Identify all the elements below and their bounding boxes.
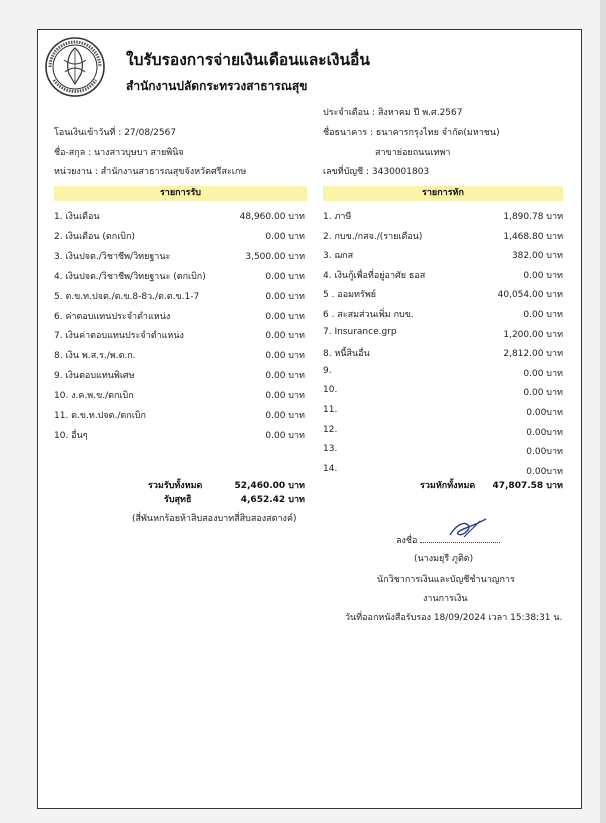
income-item-amount: 0.00 บาท xyxy=(265,411,305,421)
income-total-amount: 52,460.00 บาท xyxy=(234,481,305,491)
issue-datetime: วันที่ออกหนังสือรับรอง 18/09/2024 เวลา 15:38:31 น. xyxy=(345,613,563,623)
deduction-item-label: 9. xyxy=(323,365,332,376)
signer-name: (นางมยุรี ภูติด) xyxy=(414,554,474,564)
pay-month: ประจำเดือน : สิงหาคม ปี พ.ศ.2567 xyxy=(323,108,463,118)
income-item-amount: 0.00 บาท xyxy=(265,331,305,342)
net-pay-label: รับสุทธิ xyxy=(164,495,192,505)
income-item-amount: 0.00 บาท xyxy=(265,351,305,362)
viewer-scroll-edge xyxy=(600,0,606,823)
income-item-label: 3. เงินปจต./วิชาชีพ/วิทยฐานะ xyxy=(54,251,171,262)
signer-department: งานการเงิน xyxy=(423,594,468,604)
deduction-item-label: 1. ภาษี xyxy=(323,212,352,222)
deduction-item-label: 5 . ออมทรัพย์ xyxy=(323,290,377,301)
account-number: เลขที่บัญชี : 3430001803 xyxy=(323,167,430,177)
bank-name: ชื่อธนาคาร : ธนาคารกรุงไทย จำกัด(มหาชน) xyxy=(323,128,500,138)
income-item-label: 7. เงินค่าตอบแทนประจำตำแหน่ง xyxy=(54,331,184,342)
income-item-label: 4. เงินปจต./วิชาชีพ/วิทยฐานะ (ตกเบิก) xyxy=(54,271,206,282)
income-item-amount: 0.00 บาท xyxy=(265,271,305,282)
income-item-label: 8. เงิน พ.ส.ร./พ.ต.ก. xyxy=(54,351,136,362)
deduction-item-label: 14. xyxy=(323,463,338,474)
income-item-label: 6. ค่าตอบแทนประจำตำแหน่ง xyxy=(54,311,171,322)
deduction-header: รายการหัก xyxy=(323,186,563,201)
deduction-total-label: รวมหักทั้งหมด xyxy=(420,481,476,491)
work-unit: หน่วยงาน : สำนักงานสาธารณสุขจังหวัดศรีสะเกษ xyxy=(54,167,247,177)
signer-position: นักวิชาการเงินและบัญชีชำนาญการ xyxy=(377,575,515,585)
deduction-item-amount: 0.00บาท xyxy=(526,447,563,458)
deduction-item-amount: 0.00 บาท xyxy=(523,388,563,399)
transfer-date: โอนเงินเข้าวันที่ : 27/08/2567 xyxy=(54,128,177,138)
income-item-amount: 48,960.00 บาท xyxy=(239,212,305,222)
deduction-item-label: 3. ฌกส xyxy=(323,251,354,262)
deduction-item-amount: 1,890.78 บาท xyxy=(503,212,563,222)
deduction-item-amount: 1,468.80 บาท xyxy=(503,231,563,242)
deduction-item-amount: 382.00 บาท xyxy=(511,251,563,262)
income-item-amount: 0.00 บาท xyxy=(265,430,305,441)
deduction-item-amount: 0.00บาท xyxy=(526,427,563,438)
deduction-item-label: 10. xyxy=(323,385,338,396)
income-item-label: 11. ต.ข.ท.ปจต./ตกเบิก xyxy=(54,411,146,421)
income-item-label: 5. ต.ข.ท.ปจต./ต.ข.8-8ว./ต.ต.ข.1-7 xyxy=(54,291,200,302)
signature-label: ลงชื่อ xyxy=(396,536,418,546)
deduction-item-amount: 0.00บาท xyxy=(526,408,563,418)
handwritten-signature-icon xyxy=(446,517,490,541)
document-title: ใบรับรองการจ่ายเงินเดือนและเงินอื่น xyxy=(126,51,370,69)
deduction-item-amount: 0.00บาท xyxy=(526,466,563,477)
income-item-amount: 0.00 บาท xyxy=(265,371,305,382)
bank-branch: สาขาย่อยถนนเทพา xyxy=(375,148,451,158)
income-item-label: 1. เงินเดือน xyxy=(54,212,100,222)
deduction-item-amount: 40,054.00 บาท xyxy=(497,290,563,301)
deduction-item-amount: 1,200.00 บาท xyxy=(503,329,563,340)
income-item-label: 2. เงินเดือน (ตกเบิก) xyxy=(54,231,135,242)
ministry-seal-icon xyxy=(44,36,106,98)
deduction-item-label: 11. xyxy=(323,405,338,415)
deduction-item-amount: 2,812.00 บาท xyxy=(503,349,563,360)
income-item-amount: 0.00 บาท xyxy=(265,311,305,322)
deduction-item-label: 13. xyxy=(323,444,338,455)
deduction-item-label: 4. เงินกู้เพื่อที่อยู่อาศัย ธอส xyxy=(323,270,426,281)
deduction-item-label: 2. กบข./กสจ./(รายเดือน) xyxy=(323,231,423,242)
income-item-amount: 0.00 บาท xyxy=(265,391,305,402)
document-subtitle: สำนักงานปลัดกระทรวงสาธารณสุข xyxy=(126,79,308,93)
certificate-page xyxy=(37,29,582,809)
deduction-total-amount: 47,807.58 บาท xyxy=(492,481,563,491)
deduction-item-amount: 0.00 บาท xyxy=(523,270,563,281)
signature-dotted-line xyxy=(420,542,500,543)
deduction-item-label: 7. Insurance.grp xyxy=(323,326,397,337)
net-pay-amount: 4,652.42 บาท xyxy=(240,495,305,505)
income-item-amount: 0.00 บาท xyxy=(265,291,305,302)
income-item-amount: 3,500.00 บาท xyxy=(245,251,305,262)
income-item-label: 9. เงินตอบแทนพิเศษ xyxy=(54,371,135,382)
income-total-label: รวมรับทั้งหมด xyxy=(148,481,203,491)
income-item-label: 10. อื่นๆ xyxy=(54,430,88,441)
deduction-item-label: 12. xyxy=(323,424,338,435)
deduction-item-label: 6 . สะสมส่วนเพิ่ม กบข. xyxy=(323,310,414,320)
income-header: รายการรับ xyxy=(54,186,307,201)
deduction-item-amount: 0.00 บาท xyxy=(523,368,563,379)
income-item-amount: 0.00 บาท xyxy=(265,231,305,242)
employee-name: ชื่อ-สกุล : นางสาวบุษบา สายพินิจ xyxy=(54,148,184,158)
income-item-label: 10. ง.ค.พ.ข./ตกเบิก xyxy=(54,391,134,402)
net-pay-words: (สี่พันหกร้อยห้าสิบสองบาทสี่สิบสองสตางค์) xyxy=(132,514,297,524)
deduction-item-amount: 0.00 บาท xyxy=(523,310,563,320)
deduction-item-label: 8. หนี้สินอื่น xyxy=(323,349,370,360)
